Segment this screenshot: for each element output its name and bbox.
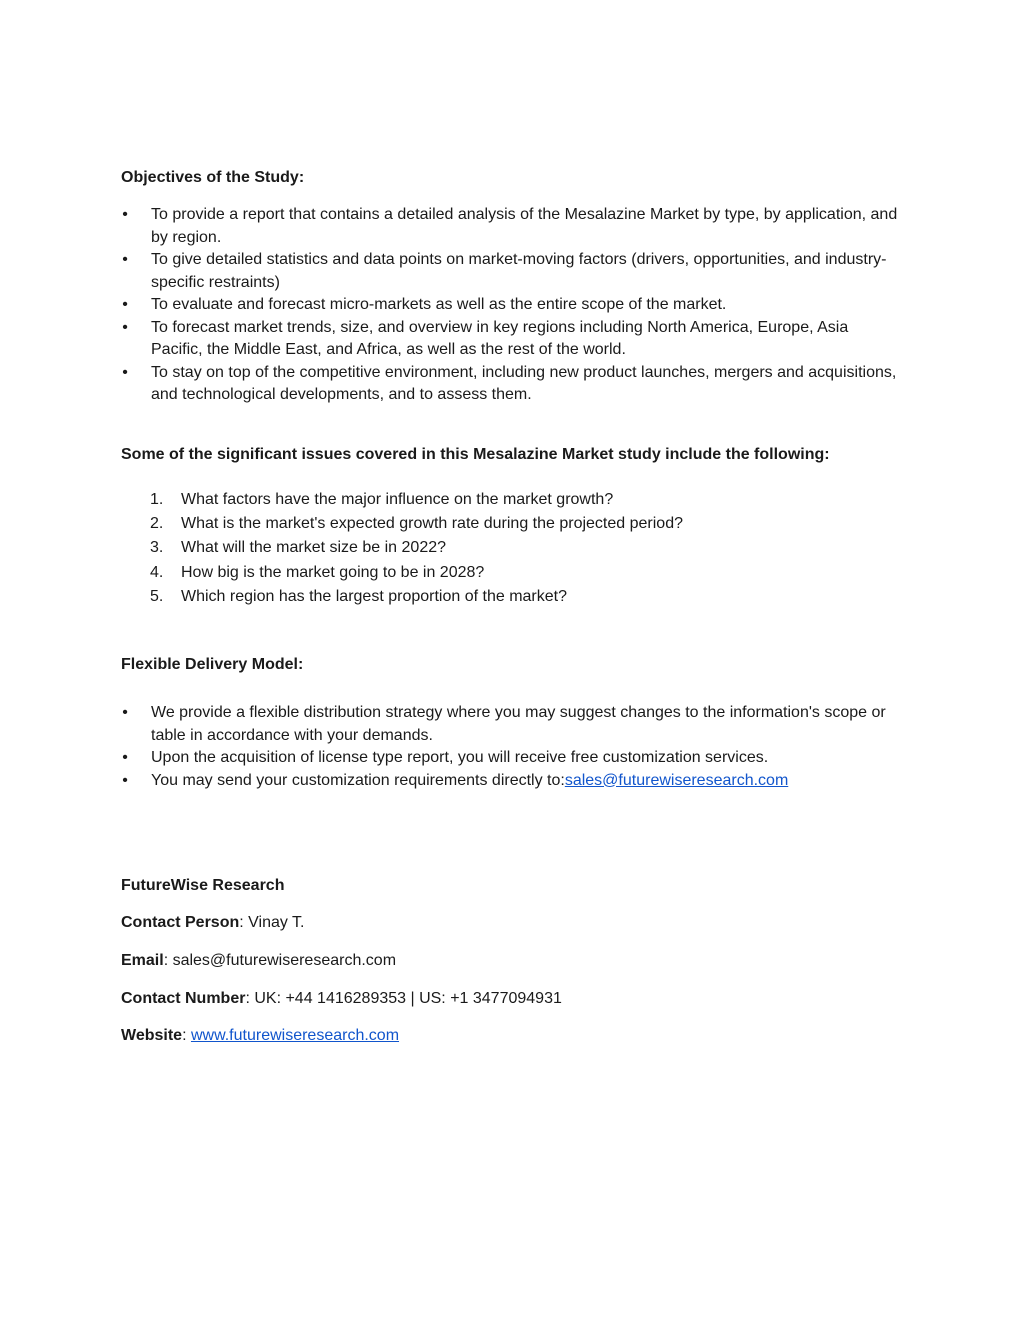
issues-list xyxy=(150,488,850,609)
list-item xyxy=(118,204,898,249)
list-item-text: To forecast market trends, size, and overview in key regions including North America, Europe, Asia Pacific, the Middle East, and Africa, as well as the rest of the world. xyxy=(151,318,849,358)
email-label: Email xyxy=(121,952,164,969)
website-label: Website xyxy=(121,1027,183,1044)
list-item xyxy=(118,770,898,793)
objectives-heading: Objectives of the Study: xyxy=(121,169,305,186)
bullet-icon: • xyxy=(122,296,128,313)
company-name-text: FutureWise Research xyxy=(121,877,285,894)
list-item-text: To provide a report that contains a detailed analysis of the Mesalazine Market by type, by application, and by region. xyxy=(151,206,898,246)
list-item-text: What is the market's expected growth rate during the projected period? xyxy=(181,515,683,533)
list-item xyxy=(118,249,898,294)
list-item-text: What factors have the major influence on the market growth? xyxy=(181,491,614,508)
objectives-list xyxy=(118,204,898,407)
company-name xyxy=(121,875,284,897)
bullet-icon: • xyxy=(122,206,128,223)
contact-person xyxy=(121,912,304,934)
list-item-text: We provide a flexible distribution strategy where you may suggest changes to the information's scope or table in accordance with your demands. xyxy=(151,704,886,744)
list-number: 4. xyxy=(150,563,164,581)
bullet-icon: • xyxy=(122,363,128,381)
list-item xyxy=(150,561,850,585)
contact-website xyxy=(121,1025,399,1047)
list-number: 1. xyxy=(150,491,164,508)
bullet-icon: • xyxy=(122,318,128,336)
website-separator: : xyxy=(182,1027,191,1044)
list-item-text: Which region has the largest proportion of the market? xyxy=(181,587,567,605)
bullet-icon: • xyxy=(122,749,128,766)
contact-number-label: Contact Number xyxy=(121,990,246,1007)
sales-email-link[interactable]: sales@futurewiseresearch.com xyxy=(564,771,789,789)
bullet-icon: • xyxy=(122,251,128,268)
delivery-list xyxy=(118,702,898,792)
list-item xyxy=(150,585,850,609)
contact-person-value: : Vinay T. xyxy=(239,914,305,931)
website-link[interactable]: www.futurewiseresearch.com xyxy=(190,1027,400,1044)
issues-heading: Some of the significant issues covered in this Mesalazine Market study include the following: xyxy=(121,446,830,463)
list-item xyxy=(118,702,898,747)
list-item xyxy=(118,294,898,317)
contact-email xyxy=(121,950,396,972)
list-item-text: You may send your customization requirements directly to: xyxy=(151,771,565,789)
list-item xyxy=(150,488,850,512)
delivery-heading: Flexible Delivery Model: xyxy=(121,656,304,673)
list-number: 3. xyxy=(150,539,164,557)
contact-person-label: Contact Person xyxy=(121,914,240,931)
email-value: : sales@futurewiseresearch.com xyxy=(163,952,397,969)
list-item xyxy=(150,536,850,560)
bullet-icon: • xyxy=(122,771,128,789)
list-item-text: To give detailed statistics and data points on market-moving factors (drivers, opportunities, and industry-specific restraints) xyxy=(151,251,887,291)
list-item-text: Upon the acquisition of license type report, you will receive free customization services. xyxy=(151,749,769,766)
list-item-text: How big is the market going to be in 2028? xyxy=(181,563,485,581)
list-item-text: To stay on top of the competitive environment, including new product launches, mergers and acquisitions, and technological developments, and to assess them. xyxy=(151,363,897,403)
list-number: 2. xyxy=(150,515,164,533)
bullet-icon: • xyxy=(122,704,128,721)
list-number: 5. xyxy=(150,587,164,605)
list-item xyxy=(118,747,898,770)
contact-number xyxy=(121,988,562,1010)
contact-number-value: : UK: +44 1416289353 | US: +1 3477094931 xyxy=(245,990,562,1007)
list-item xyxy=(150,512,850,536)
list-item-text: What will the market size be in 2022? xyxy=(181,539,447,557)
list-item xyxy=(118,362,898,407)
list-item xyxy=(118,317,898,362)
list-item-text: To evaluate and forecast micro-markets as well as the entire scope of the market. xyxy=(151,296,727,313)
